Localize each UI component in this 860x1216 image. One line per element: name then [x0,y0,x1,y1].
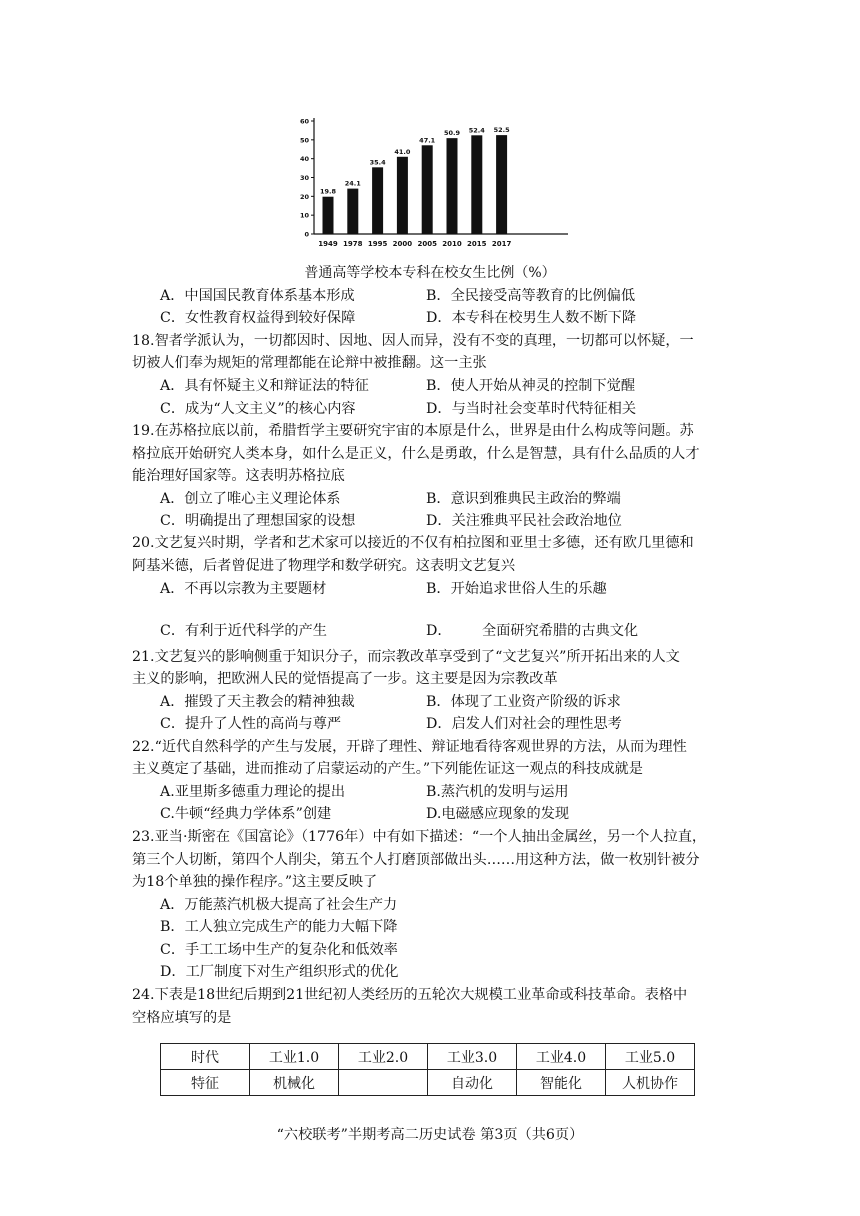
q17-option-c: C．女性教育权益得到较好保障 [160,310,356,326]
q20-option-c: C．有利于近代科学的产生 [160,623,327,639]
q19-option-b: B．意识到雅典民主政治的弊端 [426,491,621,507]
q23-stem-line: 第三个人切断，第四个人削尖，第五个人打磨顶部做出头……用这种方法，做一枚别针被分 [132,852,700,868]
q22-option-a: A.亚里斯多德重力理论的提出 [160,784,346,800]
bar [397,157,408,234]
q18-option-a: A．具有怀疑主义和辩证法的特征 [160,378,369,394]
bar-value-label: 24.1 [344,179,361,188]
q21-stem-line: 21.文艺复兴的影响侧重于知识分子，而宗教改革享受到了“文艺复兴”所开拓出来的人文 [132,649,680,665]
q23-option-d: D．工厂制度下对生产组织形式的优化 [160,964,399,980]
q18-option-d: D．与当时社会变革时代特征相关 [426,401,637,417]
industrial-revolution-table [160,1043,695,1096]
table-row [161,1070,695,1096]
q18-option-c: C．成为“人文主义”的核心内容 [160,401,356,417]
x-tick-label: 2000 [392,240,413,248]
q23-option-a: A．万能蒸汽机极大提高了社会生产力 [160,897,398,913]
q20-option-d-text: 全面研究希腊的古典文化 [482,623,639,639]
q20-option-b: B．开始追求世俗人生的乐趣 [426,581,607,597]
table-cell: 时代 [161,1044,250,1070]
q21-option-c: C．提升了人性的高尚与尊严 [160,716,342,732]
x-tick-label: 1978 [343,240,363,248]
q24-stem-line: 空格应填写的是 [132,1010,232,1026]
table-row [161,1044,695,1070]
q18-option-b: B．使人开始从神灵的控制下觉醒 [426,378,636,394]
table-cell: 特征 [161,1070,250,1096]
bar-value-label: 50.9 [443,129,461,138]
bar [372,167,383,234]
bar-chart [286,114,576,254]
table-cell-blank [339,1070,428,1096]
q23-option-b: B．工人独立完成生产的能力大幅下降 [160,919,398,935]
x-tick-label: 1995 [367,240,388,248]
q19-option-d: D．关注雅典平民社会政治地位 [426,513,622,529]
y-tick-label: 0 [304,230,309,239]
q23-stem-line: 23.亚当·斯密在《国富论》（1776年）中有如下描述：“一个人抽出金属丝，另一个人拉直， [132,829,707,845]
table-cell: 机械化 [250,1070,339,1096]
q21-stem-line: 主义的影响，把欧洲人民的觉悟提高了一步。这主要是因为宗教改革 [132,671,558,687]
q17-option-b: B．全民接受高等教育的比例偏低 [426,288,636,304]
bar-value-label: 19.8 [319,187,337,196]
q23-option-c: C．手工工场中生产的复杂化和低效率 [160,942,398,958]
bar [471,135,482,234]
q20-option-a: A．不再以宗教为主要题材 [160,581,327,597]
bar-value-label: 52.4 [468,126,485,135]
x-tick-label: 1949 [318,240,338,248]
q19-option-c: C．明确提出了理想国家的设想 [160,513,356,529]
x-tick-label: 2015 [467,240,487,248]
chart-title: 普通高等学校本专科在校女生比例（%） [304,265,556,281]
x-tick-label: 2005 [417,240,437,248]
y-tick-label: 50 [299,136,309,145]
q20-stem-line: 20.文艺复兴时期，学者和艺术家可以接近的不仅有柏拉图和亚里士多德，还有欧几里德和 [132,535,694,551]
q23-stem-line: 为18个单独的操作程序。”这主要反映了 [132,874,378,890]
bar [422,145,433,234]
q19-stem-line: 19.在苏格拉底以前，希腊哲学主要研究宇宙的本原是什么，世界是由什么构成等问题。苏 [132,423,694,439]
bar [323,197,334,234]
y-tick-label: 30 [299,174,309,182]
table-cell: 工业4.0 [517,1044,606,1070]
x-tick-label: 2017 [491,240,512,248]
y-tick-label: 40 [299,155,309,164]
q20-option-d-letter: D． [426,623,452,639]
q19-stem-line: 格拉底开始研究人类本身，如什么是正义，什么是勇敢，什么是智慧，具有什么品质的人才 [132,446,700,462]
bar-value-label: 52.5 [493,126,510,135]
q21-option-a: A．摧毁了天主教会的精神独裁 [160,694,355,710]
table-cell: 自动化 [428,1070,517,1096]
table-cell: 人机协作 [606,1070,695,1096]
bar-value-label: 47.1 [419,136,436,145]
q22-stem-line: 主义奠定了基础，进而推动了启蒙运动的产生。”下列能佐证这一观点的科技成就是 [132,761,643,777]
q22-stem-line: 22.“近代自然科学的产生与发展，开辟了理性、辩证地看待客观世界的方法，从而为理性 [132,739,687,755]
page-footer: “六校联考”半期考高二历史试卷 第3页（共6页） [276,1127,584,1143]
table-cell: 工业1.0 [250,1044,339,1070]
bar [447,138,458,234]
q20-stem-line: 阿基米德，后者曾促进了物理学和数学研究。这表明文艺复兴 [132,558,516,574]
bar-value-label: 35.4 [369,158,386,167]
q19-option-a: A．创立了唯心主义理论体系 [160,491,341,507]
x-tick-label: 2010 [442,240,462,248]
q18-stem-line: 切被人们奉为规矩的常理都能在论辩中被推翻。这一主张 [132,355,487,371]
q21-option-d: D．启发人们对社会的理性思考 [426,716,622,732]
q19-stem-line: 能治理好国家等。这表明苏格拉底 [132,468,345,484]
q21-option-b: B．体现了工业资产阶级的诉求 [426,694,621,710]
table-cell: 工业2.0 [339,1044,428,1070]
q17-option-a: A．中国国民教育体系基本形成 [160,288,355,304]
table-cell: 智能化 [517,1070,606,1096]
bar-value-label: 41.0 [394,147,411,156]
q24-stem-line: 24.下表是18世纪后期到21世纪初人类经历的五轮次大规模工业革命或科技革命。表格中 [132,987,688,1003]
bar [496,135,507,234]
q22-option-c: C.牛顿“经典力学体系”创建 [160,806,332,822]
q22-option-d: D.电磁感应现象的发现 [426,806,570,822]
table-cell: 工业5.0 [606,1044,695,1070]
q17-option-d: D．本专科在校男生人数不断下降 [426,310,637,326]
table-cell: 工业3.0 [428,1044,517,1070]
y-tick-label: 10 [299,211,309,220]
y-tick-label: 60 [299,117,309,126]
y-tick-label: 20 [299,192,309,201]
bar [347,189,358,234]
q22-option-b: B.蒸汽机的发明与运用 [426,784,569,800]
q18-stem-line: 18.智者学派认为，一切都因时、因地、因人而异，没有不变的真理，一切都可以怀疑，一 [132,333,694,349]
